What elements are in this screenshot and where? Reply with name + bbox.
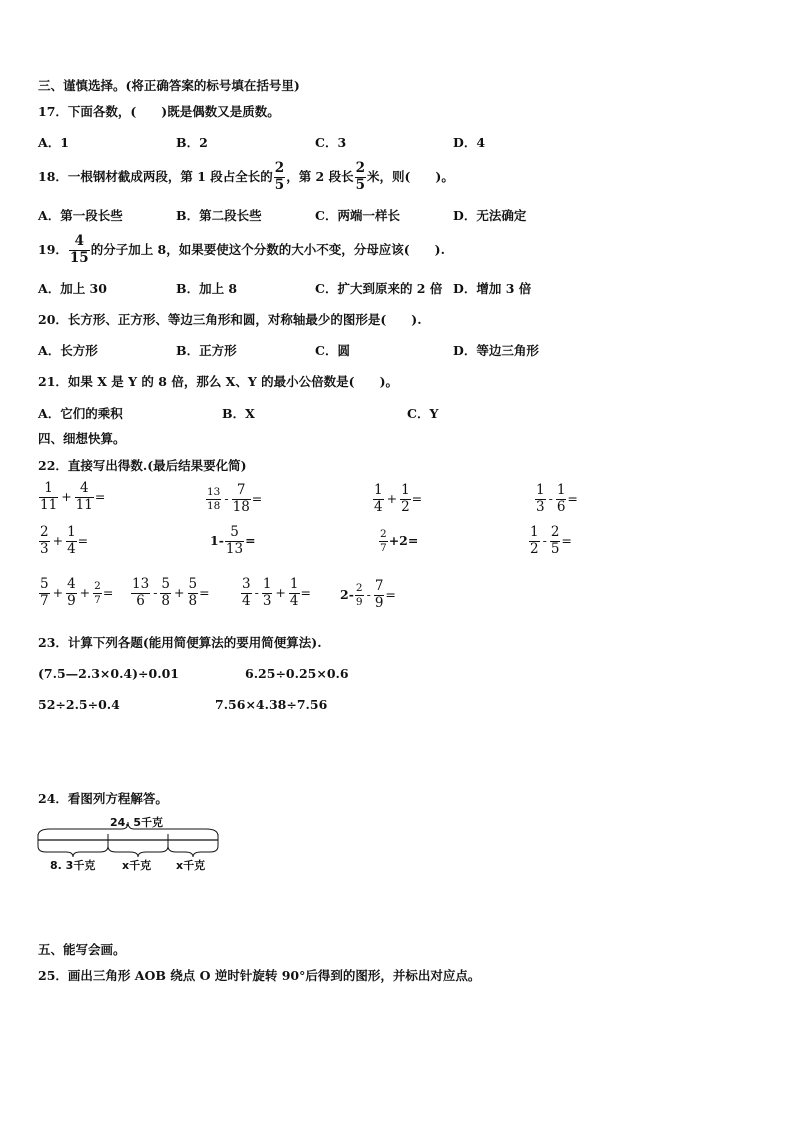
- numerator: 2: [380, 528, 387, 540]
- q17-option-d: D．4: [453, 135, 486, 150]
- equals-sign: =: [94, 489, 106, 504]
- q19-numerator: 4: [69, 235, 90, 251]
- total-label: 24. 5千克: [110, 816, 163, 829]
- segment-label-2: x千克: [122, 859, 152, 872]
- q20-option-d: D．等边三角形: [453, 343, 539, 358]
- q23-calc-4: 7.56×4.38÷7.56: [215, 697, 328, 712]
- denominator: 9: [355, 595, 363, 608]
- fraction: [66, 578, 77, 608]
- q22-expr-4: [534, 484, 578, 514]
- q19-fraction: [69, 235, 90, 265]
- denominator: 8: [188, 592, 198, 609]
- numerator: 1: [374, 482, 383, 498]
- q20-option-c: C．圆: [315, 343, 350, 358]
- q20-stem: 20．长方形、正方形、等边三角形和圆，对称轴最少的图形是( ).: [38, 312, 422, 327]
- q22-expr-12: [340, 580, 396, 610]
- q18-option-b: B．第二段长些: [176, 208, 262, 223]
- numerator: 13: [132, 576, 150, 592]
- operator: -: [548, 491, 553, 506]
- q18-text-3: 米，则( )。: [367, 169, 454, 184]
- fraction: [535, 484, 546, 514]
- operator: +: [386, 491, 398, 506]
- fraction: [289, 578, 300, 608]
- equals-sign: =: [561, 533, 572, 548]
- numerator: 3: [242, 576, 251, 592]
- numerator: 5: [161, 576, 171, 592]
- fraction: [188, 578, 199, 608]
- q18-text-1: 18．一根钢材截成两段，第 1 段占全长的: [38, 169, 273, 184]
- equals-sign: =: [77, 533, 89, 548]
- q18-stem: [38, 162, 454, 192]
- q18-f1-numerator: 2: [274, 160, 285, 176]
- operator: -: [366, 587, 371, 602]
- q24-bar-diagram: [36, 816, 236, 874]
- numerator: 1: [289, 576, 299, 592]
- q22-stem: 22．直接写出得数.(最后结果要化简): [38, 458, 247, 473]
- q19-text-0: 19．: [38, 242, 68, 257]
- numerator: 2: [94, 580, 101, 592]
- fraction: [232, 484, 251, 514]
- q22-expr-3: [372, 484, 422, 514]
- q23-calc-1: (7.5—2.3×0.4)÷0.01: [38, 666, 179, 681]
- q19-denominator: 15: [69, 249, 89, 266]
- section-3-title: 三、谨慎选择。(将正确答案的标号填在括号里): [38, 78, 300, 93]
- q24-stem: 24．看图列方程解答。: [38, 791, 168, 806]
- fraction: [373, 484, 384, 514]
- denominator: 8: [161, 592, 171, 609]
- fraction: [241, 578, 252, 608]
- fraction: [39, 578, 50, 608]
- fraction: [225, 526, 244, 556]
- operator: +: [52, 585, 64, 600]
- operator: -: [254, 585, 259, 600]
- operator: -: [224, 491, 229, 506]
- numerator: 1: [556, 482, 566, 498]
- q17-option-c: C．3: [315, 135, 347, 150]
- fraction: [206, 487, 221, 511]
- segment-label-1: 8. 3千克: [50, 859, 96, 872]
- fraction: [262, 578, 273, 608]
- denominator: 2: [530, 540, 539, 557]
- q19-text-1: 的分子加上 8，如果要使这个分数的大小不变，分母应该( ).: [90, 242, 445, 257]
- q17-option-b: B．2: [176, 135, 208, 150]
- q19-option-b: B．加上 8: [176, 281, 238, 296]
- fraction: [75, 482, 94, 512]
- q18-fraction-1: [274, 162, 285, 192]
- equals-sign: =: [245, 533, 256, 548]
- equals-sign: =: [251, 491, 263, 506]
- q17-option-a: A．1: [38, 135, 69, 150]
- equals-sign: =: [567, 491, 578, 506]
- q22-expr-2: [205, 484, 262, 514]
- fraction: [39, 482, 58, 512]
- numerator: 1: [262, 576, 272, 592]
- denominator: 3: [536, 498, 545, 515]
- fraction: [529, 526, 540, 556]
- q22-expr-5: [38, 526, 88, 556]
- denominator: 5: [550, 540, 560, 557]
- operator: +: [52, 533, 64, 548]
- addend: +2=: [388, 533, 419, 548]
- denominator: 6: [556, 498, 566, 515]
- numerator: 2: [550, 524, 560, 540]
- q18-option-d: D．无法确定: [453, 208, 527, 223]
- integer-part: 2-: [340, 587, 354, 602]
- numerator: 1: [530, 524, 539, 540]
- denominator: 4: [242, 592, 251, 609]
- denominator: 11: [40, 496, 58, 513]
- q18-option-a: A．第一段长些: [38, 208, 123, 223]
- q18-text-2: ，第 2 段长: [286, 169, 354, 184]
- denominator: 2: [401, 498, 410, 515]
- denominator: 4: [289, 592, 299, 609]
- denominator: 18: [207, 499, 221, 512]
- q21-option-c: C．Y: [407, 406, 439, 421]
- segment-brace-1: [38, 846, 108, 857]
- q23-calc-3: 52÷2.5÷0.4: [38, 697, 120, 712]
- fraction: [374, 580, 385, 610]
- fraction: [355, 583, 364, 607]
- denominator: 9: [67, 592, 76, 609]
- numerator: 1: [401, 482, 410, 498]
- operator: +: [275, 585, 286, 600]
- q22-expr-9: [38, 578, 113, 608]
- equals-sign: =: [385, 587, 396, 602]
- fraction: [400, 484, 411, 514]
- q19-option-d: D．增加 3 倍: [453, 281, 532, 296]
- section-4-title: 四、细想快算。: [38, 431, 126, 446]
- operator: -: [153, 585, 158, 600]
- denominator: 13: [225, 540, 244, 557]
- q22-expr-1: [38, 482, 105, 512]
- denominator: 18: [232, 498, 250, 515]
- equals-sign: =: [199, 585, 210, 600]
- numerator: 2: [355, 582, 363, 594]
- numerator: 7: [374, 578, 384, 594]
- numerator: 4: [75, 482, 94, 498]
- numerator: 2: [40, 524, 49, 540]
- section-5-title: 五、能写会画。: [38, 942, 126, 957]
- q19-option-a: A．加上 30: [38, 281, 107, 296]
- operator: +: [174, 585, 185, 600]
- operator: +: [61, 489, 72, 504]
- numerator: 1: [67, 524, 76, 540]
- numerator: 5: [225, 526, 244, 542]
- q18-option-c: C．两端一样长: [315, 208, 400, 223]
- q20-option-a: A．长方形: [38, 343, 98, 358]
- q19-option-c: C．扩大到原来的 2 倍: [315, 281, 443, 296]
- q23-calc-2: 6.25÷0.25×0.6: [245, 666, 349, 681]
- operator: -: [542, 533, 547, 548]
- numerator: 4: [67, 576, 76, 592]
- denominator: 4: [67, 540, 76, 557]
- numerator: 1: [39, 482, 58, 498]
- q21-option-a: A．它们的乘积: [38, 406, 123, 421]
- numerator: 1: [536, 482, 545, 498]
- denominator: 7: [380, 541, 387, 554]
- q17-stem: 17．下面各数，( )既是偶数又是质数。: [38, 104, 280, 119]
- q18-fraction-2: [355, 162, 366, 192]
- q18-f2-denominator: 5: [355, 176, 366, 193]
- segment-brace-2: [108, 846, 168, 857]
- fraction: [379, 529, 388, 553]
- denominator: 7: [40, 592, 49, 609]
- fraction: [160, 578, 171, 608]
- q22-expr-10: [130, 578, 210, 608]
- operator: +: [79, 585, 91, 600]
- q22-expr-7: [378, 529, 418, 553]
- q21-option-b: B．X: [222, 406, 255, 421]
- fraction: [39, 526, 50, 556]
- q18-f2-numerator: 2: [355, 160, 366, 176]
- numerator: 7: [232, 484, 251, 500]
- q22-expr-11: [240, 578, 311, 608]
- denominator: 6: [136, 592, 145, 609]
- fraction: [550, 526, 561, 556]
- denominator: 4: [374, 498, 383, 515]
- denominator: 7: [94, 593, 101, 606]
- segment-label-3: x千克: [176, 859, 206, 872]
- q20-option-b: B．正方形: [176, 343, 237, 358]
- q25-stem: 25．画出三角形 AOB 绕点 O 逆时针旋转 90°后得到的图形，并标出对应点。: [38, 968, 481, 983]
- q18-f1-denominator: 5: [274, 176, 285, 193]
- integer-part: 1-: [210, 533, 224, 548]
- segment-brace-3: [168, 846, 218, 857]
- q22-expr-8: [528, 526, 572, 556]
- equals-sign: =: [102, 585, 114, 600]
- equals-sign: =: [300, 585, 311, 600]
- q22-expr-6: [210, 526, 256, 556]
- q21-stem: 21．如果 X 是 Y 的 8 倍，那么 X、Y 的最小公倍数是( )。: [38, 374, 398, 389]
- fraction: [66, 526, 77, 556]
- denominator: 3: [40, 540, 49, 557]
- fraction: [131, 578, 150, 608]
- denominator: 3: [262, 592, 272, 609]
- fraction: [556, 484, 567, 514]
- numerator: 13: [207, 486, 221, 498]
- equals-sign: =: [411, 491, 423, 506]
- fraction: [93, 581, 102, 605]
- denominator: 9: [374, 594, 384, 611]
- denominator: 11: [75, 496, 93, 513]
- q23-stem: 23．计算下列各题(能用简便算法的要用简便算法).: [38, 635, 322, 650]
- q19-stem: [38, 235, 445, 265]
- numerator: 5: [188, 576, 198, 592]
- numerator: 5: [40, 576, 49, 592]
